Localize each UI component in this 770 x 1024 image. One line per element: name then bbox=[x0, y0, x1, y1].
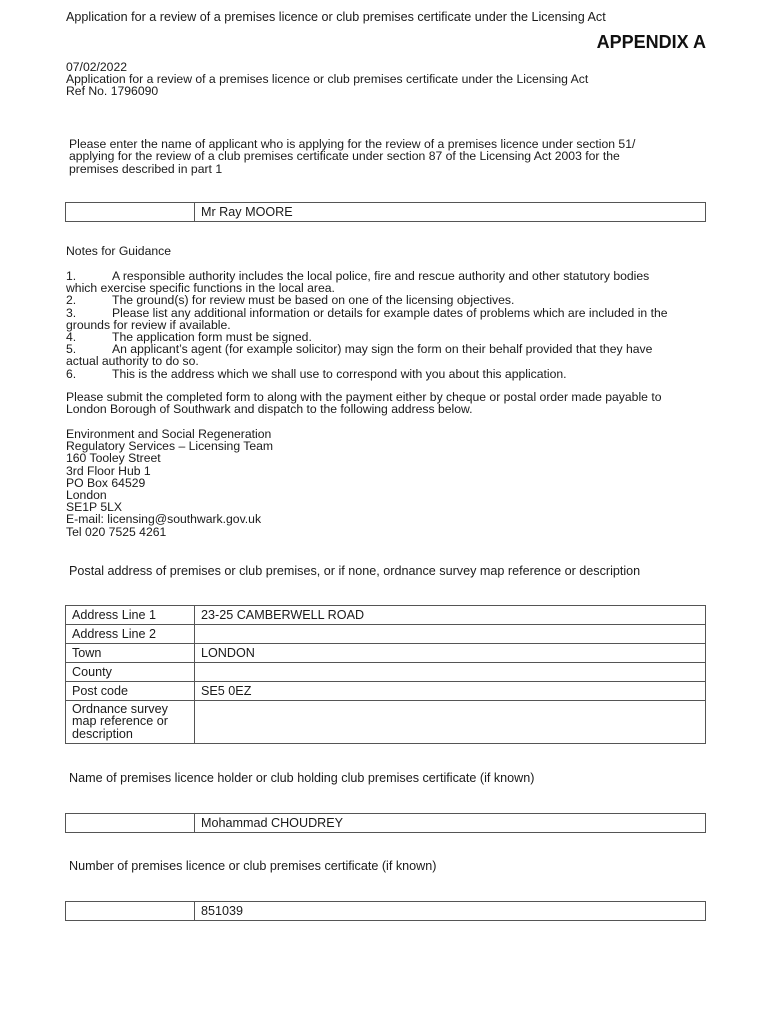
submit-line: Please submit the completed form to along with the payment either by cheque or postal order made payable to bbox=[66, 390, 662, 404]
address-line: PO Box 64529 bbox=[66, 475, 146, 490]
address-line: Environment and Social Regeneration bbox=[66, 427, 272, 441]
premises-address-label: Postal address of premises or club premises, or if none, ordnance survey map reference or description bbox=[69, 564, 641, 578]
note-text: The application form must be signed. bbox=[112, 329, 312, 344]
post-code-field[interactable]: SE5 0EZ bbox=[195, 682, 706, 701]
submit-line: London Borough of Southwark and dispatch to the following address below. bbox=[66, 402, 473, 417]
address-line: 160 Tooley Street bbox=[66, 451, 161, 466]
licence-holder-label-cell bbox=[66, 814, 195, 833]
note-text: A responsible authority includes the local police, fire and rescue authority and other statutory bodies bbox=[112, 269, 650, 283]
address-line: London bbox=[66, 487, 107, 502]
town-label: Town bbox=[66, 644, 195, 663]
note-text: The ground(s) for review must be based on one of the licensing objectives. bbox=[112, 293, 515, 308]
note-number: 6. bbox=[66, 366, 77, 381]
table-row bbox=[66, 663, 706, 682]
address-line-1-label: Address Line 1 bbox=[66, 606, 195, 625]
town-field[interactable]: LONDON bbox=[195, 644, 706, 663]
county-field[interactable] bbox=[195, 663, 706, 682]
applicant-instruction-line: premises described in part 1 bbox=[69, 161, 223, 176]
county-label: County bbox=[66, 663, 195, 682]
licence-number-field[interactable]: 851039 bbox=[195, 902, 706, 921]
address-line-2-label: Address Line 2 bbox=[66, 625, 195, 644]
meta-date: 07/02/2022 bbox=[66, 60, 127, 74]
note-text: An applicant’s agent (for example solicitor) may sign the form on their behalf provided that they have bbox=[112, 342, 653, 357]
applicant-instruction-line: applying for the review of a club premises certificate under section 87 of the Licensing Act 2003 for the bbox=[69, 149, 620, 164]
table-row bbox=[66, 625, 706, 644]
notes-title: Notes for Guidance bbox=[66, 244, 172, 258]
meta-ref: Ref No. 1796090 bbox=[66, 84, 159, 99]
table-row bbox=[66, 644, 706, 663]
licence-holder-label: Name of premises licence holder or club holding club premises certificate (if known) bbox=[69, 771, 535, 785]
note-continuation: grounds for review if available. bbox=[66, 317, 231, 332]
licence-holder-field[interactable]: Mohammad CHOUDREY bbox=[195, 814, 706, 833]
table-row bbox=[66, 606, 706, 625]
table-row bbox=[66, 682, 706, 701]
address-line: 3rd Floor Hub 1 bbox=[66, 463, 151, 478]
os-reference-label-line: description bbox=[72, 726, 133, 741]
meta-block bbox=[66, 61, 588, 98]
address-line-2-field[interactable] bbox=[195, 625, 706, 644]
post-code-label: Post code bbox=[66, 682, 195, 701]
licence-holder-table bbox=[65, 813, 706, 833]
appendix-label: APPENDIX A bbox=[596, 32, 706, 52]
note-continuation: actual authority to do so. bbox=[66, 354, 199, 369]
note-number: 1. bbox=[66, 269, 77, 283]
address-line: Regulatory Services – Licensing Team bbox=[66, 439, 274, 454]
licence-number-label: Number of premises licence or club premises certificate (if known) bbox=[69, 859, 437, 873]
premises-address-table bbox=[65, 605, 706, 744]
note-number: 2. bbox=[66, 293, 77, 308]
applicant-name-field[interactable]: Mr Ray MOORE bbox=[195, 203, 706, 222]
meta-title: Application for a review of a premises licence or club premises certificate under the Licensing Act bbox=[66, 72, 589, 87]
licence-number-label-cell bbox=[66, 902, 195, 921]
applicant-instruction-line: Please enter the name of applicant who is applying for the review of a premises licence under section 51/ bbox=[69, 137, 636, 151]
return-address bbox=[66, 428, 273, 538]
submit-instruction bbox=[66, 391, 662, 415]
notes-list bbox=[66, 270, 711, 380]
applicant-name-table bbox=[65, 202, 706, 222]
phone-line: Tel 020 7525 4261 bbox=[66, 524, 167, 539]
table-row bbox=[66, 701, 706, 744]
applicant-instruction bbox=[69, 138, 709, 175]
os-reference-label bbox=[66, 701, 195, 744]
note-text: Please list any additional information or details for example dates of problems which are included in the bbox=[112, 305, 668, 320]
note-number: 3. bbox=[66, 305, 77, 320]
address-line: SE1P 5LX bbox=[66, 500, 123, 515]
note-continuation: which exercise specific functions in the local area. bbox=[66, 281, 335, 296]
email-line: E-mail: licensing@southwark.gov.uk bbox=[66, 512, 262, 527]
note-text: This is the address which we shall use to correspond with you about this application. bbox=[112, 366, 567, 381]
note-number: 5. bbox=[66, 342, 77, 357]
document-header-title: Application for a review of a premises licence or club premises certificate under the Licensing Act bbox=[66, 10, 606, 24]
os-reference-field[interactable] bbox=[195, 701, 706, 744]
note-number: 4. bbox=[66, 329, 77, 344]
applicant-name-label-cell bbox=[66, 203, 195, 222]
address-line-1-field[interactable]: 23-25 CAMBERWELL ROAD bbox=[195, 606, 706, 625]
licence-number-table bbox=[65, 901, 706, 921]
os-reference-label-line: map reference or bbox=[72, 714, 168, 729]
os-reference-label-line: Ordnance survey bbox=[72, 702, 168, 716]
